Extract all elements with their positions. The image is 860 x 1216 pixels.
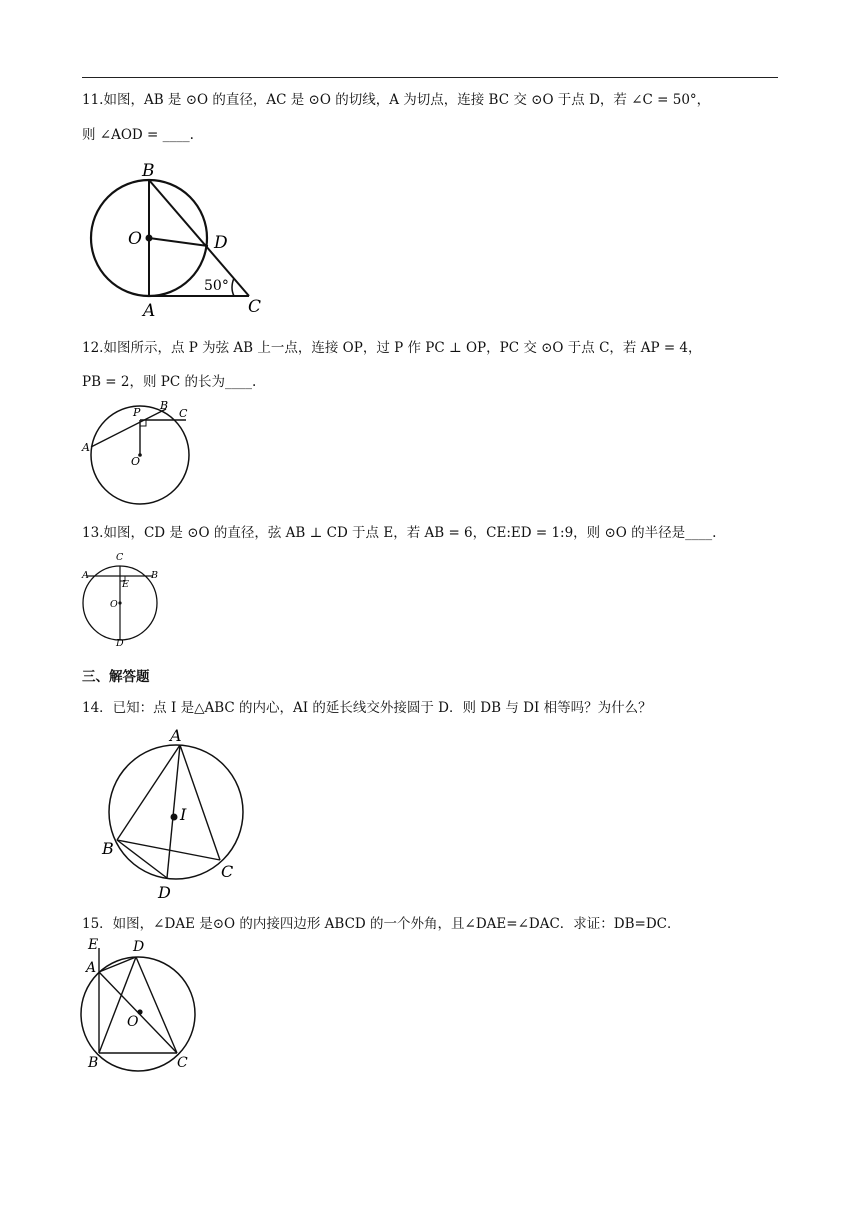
q12-label-a: A [82, 441, 90, 454]
q12-label-o: O [131, 455, 141, 468]
q13-label-o: O [110, 599, 118, 610]
q11-label-b: B [142, 161, 155, 181]
q13-label-a: A [82, 570, 89, 581]
q12-label-b: B [160, 399, 169, 412]
q14-label-c: C [221, 862, 234, 881]
q14-label-d: D [158, 883, 171, 902]
q14-label-i: I [180, 805, 187, 824]
q15-label-a: A [86, 960, 97, 976]
q12-line2: PB = 2，则 PC 的长为____. [82, 374, 257, 390]
q15-label-b: B [88, 1055, 99, 1071]
q13-label-b: B [151, 570, 158, 581]
header-rule [82, 77, 778, 78]
q15-label-c: C [177, 1055, 188, 1071]
q11-line1: 11.如图，AB 是 ⊙O 的直径，AC 是 ⊙O 的切线，A 为切点，连接 BC 交 ⊙O 于点 D，若 ∠C = 50°， [82, 92, 711, 108]
q11-angle-arc [232, 278, 234, 296]
q14-incenter-dot [171, 814, 178, 821]
q14-label-b: B [102, 839, 114, 858]
q13-figure [82, 548, 172, 649]
q14-figure [100, 724, 260, 904]
q13-label-d: D [116, 638, 124, 649]
q14-line-ad [167, 745, 180, 878]
q15-line1: 15．如图，∠DAE 是⊙O 的内接四边形 ABCD 的一个外角，且∠DAE=∠DAC．求证：DB=DC． [82, 916, 681, 932]
q13-line1: 13.如图，CD 是 ⊙O 的直径，弦 AB ⊥ CD 于点 E，若 AB = 6，CE:ED = 1:9，则 ⊙O 的半径是____. [82, 525, 717, 541]
q15-label-d: D [133, 939, 145, 955]
q14-circle [109, 745, 243, 879]
q11-label-a: A [143, 301, 156, 321]
q13-center-dot [118, 601, 121, 604]
q11-label-o: O [128, 229, 142, 249]
q14-side-ac [180, 745, 220, 860]
q12-chord-ab [91, 409, 166, 447]
q15-side-dc [136, 957, 177, 1053]
q14-side-ab [117, 745, 180, 840]
q12-label-c: C [179, 407, 188, 420]
q11-label-angle: 50° [204, 278, 229, 294]
q14-line-bd [117, 840, 167, 878]
q12-label-p: P [133, 406, 141, 419]
q11-label-c: C [248, 297, 262, 317]
q11-figure [82, 158, 272, 321]
q14-label-a: A [170, 726, 182, 745]
q13-label-c: C [116, 552, 124, 563]
q12-figure [82, 398, 202, 508]
q11-line2: 则 ∠AOD = ____. [82, 127, 194, 143]
q12-line1: 12.如图所示，点 P 为弦 AB 上一点，连接 OP，过 P 作 PC ⊥ OP，PC 交 ⊙O 于点 C，若 AP = 4， [82, 340, 702, 356]
q11-label-d: D [214, 233, 228, 253]
q14-line1: 14．已知：点 I 是△ABC 的内心，AI 的延长线交外接圆于 D．则 DB 与 DI 相等吗？为什么？ [82, 700, 652, 716]
q15-figure [80, 936, 210, 1076]
q15-label-o: O [127, 1014, 139, 1030]
section-title: 三、解答题 [82, 669, 150, 685]
q11-center-dot [146, 235, 153, 242]
q13-label-e: E [122, 579, 129, 590]
q15-label-e: E [88, 937, 99, 953]
